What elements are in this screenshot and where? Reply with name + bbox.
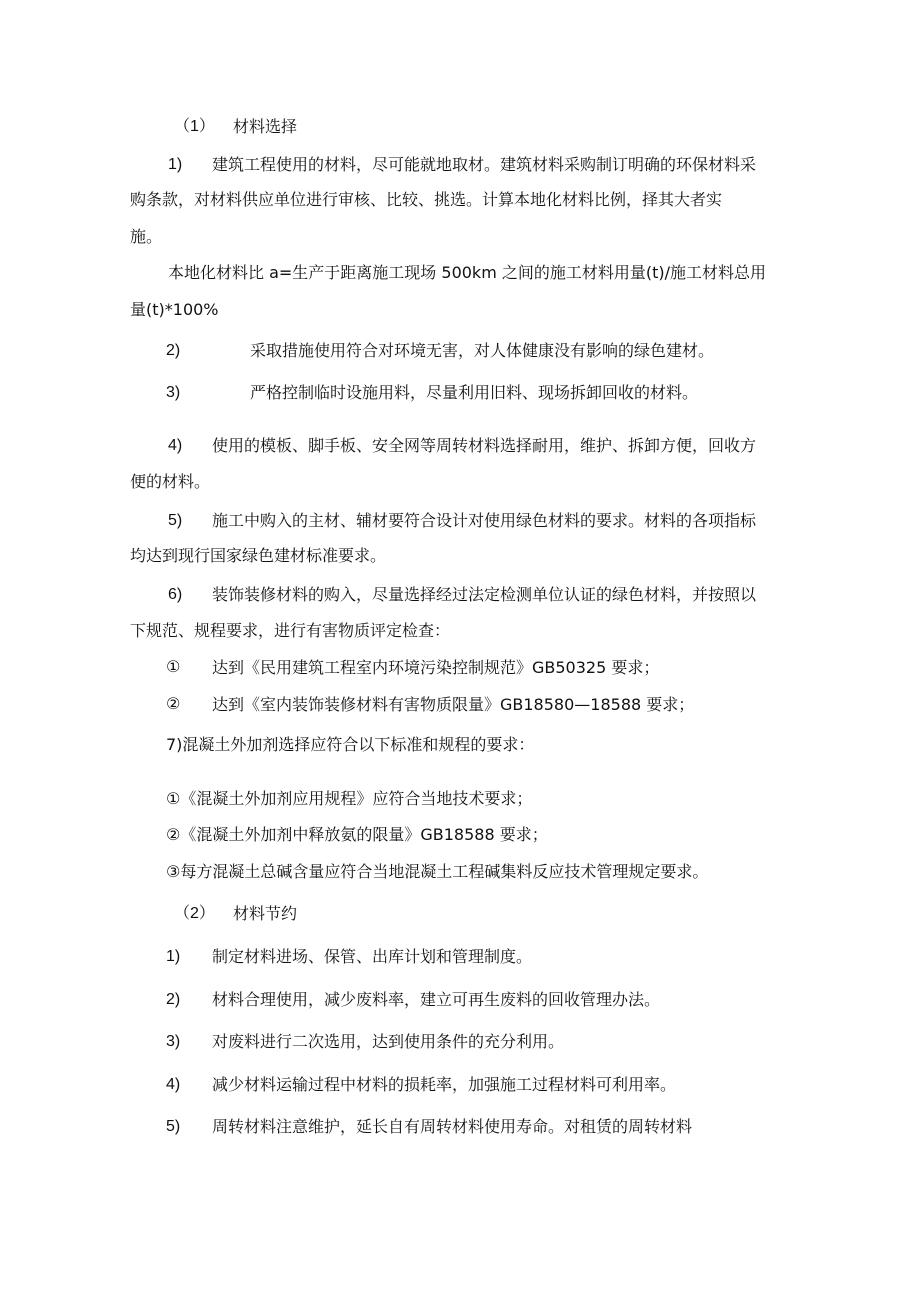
item-text-line: 减少材料运输过程中材料的损耗率，加强施工过程材料可利用率。	[212, 1075, 677, 1094]
item-number: 6)	[168, 586, 183, 603]
item-text-line: 对废料进行二次选用，达到使用条件的充分利用。	[212, 1032, 565, 1051]
sub-item-text: ③每方混凝土总碱含量应符合当地混凝土工程碱集料反应技术管理规定要求。	[166, 862, 709, 881]
item-number: 5)	[168, 512, 183, 529]
item-text-line: 均达到现行国家绿色建材标准要求。	[130, 546, 387, 565]
item-text-line: 7)混凝土外加剂选择应符合以下标准和规程的要求：	[166, 735, 535, 754]
item-text-line: 装饰装修材料的购入，尽量选择经过法定检测单位认证的绿色材料，并按照以	[212, 585, 757, 604]
item-text-line: 严格控制临时设施用料，尽量利用旧料、现场拆卸回收的材料。	[250, 383, 699, 402]
item-number: 5)	[166, 1118, 181, 1135]
sub-item-text: 达到《民用建筑工程室内环境污染控制规范》GB50325 要求；	[212, 658, 660, 677]
section-number: （2）	[174, 905, 215, 922]
item-number: 1)	[166, 948, 181, 965]
formula-line: 量(t)*100%	[130, 300, 219, 319]
section-title: 材料选择	[233, 117, 298, 136]
sub-item-text: 达到《室内装饰装修材料有害物质限量》GB18580—18588 要求；	[212, 695, 695, 714]
item-number: 3)	[166, 384, 181, 401]
item-text-line: 使用的模板、脚手板、安全网等周转材料选择耐用，维护、拆卸方便，回收方	[212, 436, 757, 455]
item-text-line: 建筑工程使用的材料，尽可能就地取材。建筑材料采购制订明确的环保材料采	[212, 155, 757, 174]
formula-line: 本地化材料比 a=生产于距离施工现场 500km 之间的施工材料用量(t)/施工材料总用	[168, 263, 767, 282]
sub-item-text: ①《混凝土外加剂应用规程》应符合当地技术要求；	[166, 789, 533, 808]
item-number: 3)	[166, 1033, 181, 1050]
item-number: 2)	[166, 991, 181, 1008]
section-number: （1）	[174, 118, 215, 135]
item-number: 4)	[166, 1076, 181, 1093]
item-text-line: 周转材料注意维护，延长自有周转材料使用寿命。对租赁的周转材料	[212, 1117, 693, 1136]
item-number: 2)	[166, 342, 181, 359]
item-text-line: 施工中购入的主材、辅材要符合设计对使用绿色材料的要求。材料的各项指标	[212, 511, 757, 530]
sub-item-text: ②《混凝土外加剂中释放氨的限量》GB18588 要求；	[166, 825, 548, 844]
item-number: 4)	[168, 437, 183, 454]
item-text-line: 便的材料。	[130, 472, 211, 491]
item-text-line: 下规范、规程要求，进行有害物质评定检查：	[130, 621, 451, 640]
item-text-line: 施。	[130, 227, 163, 246]
item-text-line: 材料合理使用，减少废料率，建立可再生废料的回收管理办法。	[212, 990, 661, 1009]
sub-item-marker: ②	[166, 696, 181, 713]
sub-item-marker: ①	[166, 659, 181, 676]
item-text-line: 采取措施使用符合对环境无害，对人体健康没有影响的绿色建材。	[250, 341, 715, 360]
section-title: 材料节约	[233, 904, 298, 923]
item-number: 1)	[168, 156, 183, 173]
item-text-line: 制定材料进场、保管、出库计划和管理制度。	[212, 947, 533, 966]
item-text-line: 购条款，对材料供应单位进行审核、比较、挑选。计算本地化材料比例，择其大者实	[130, 190, 723, 209]
